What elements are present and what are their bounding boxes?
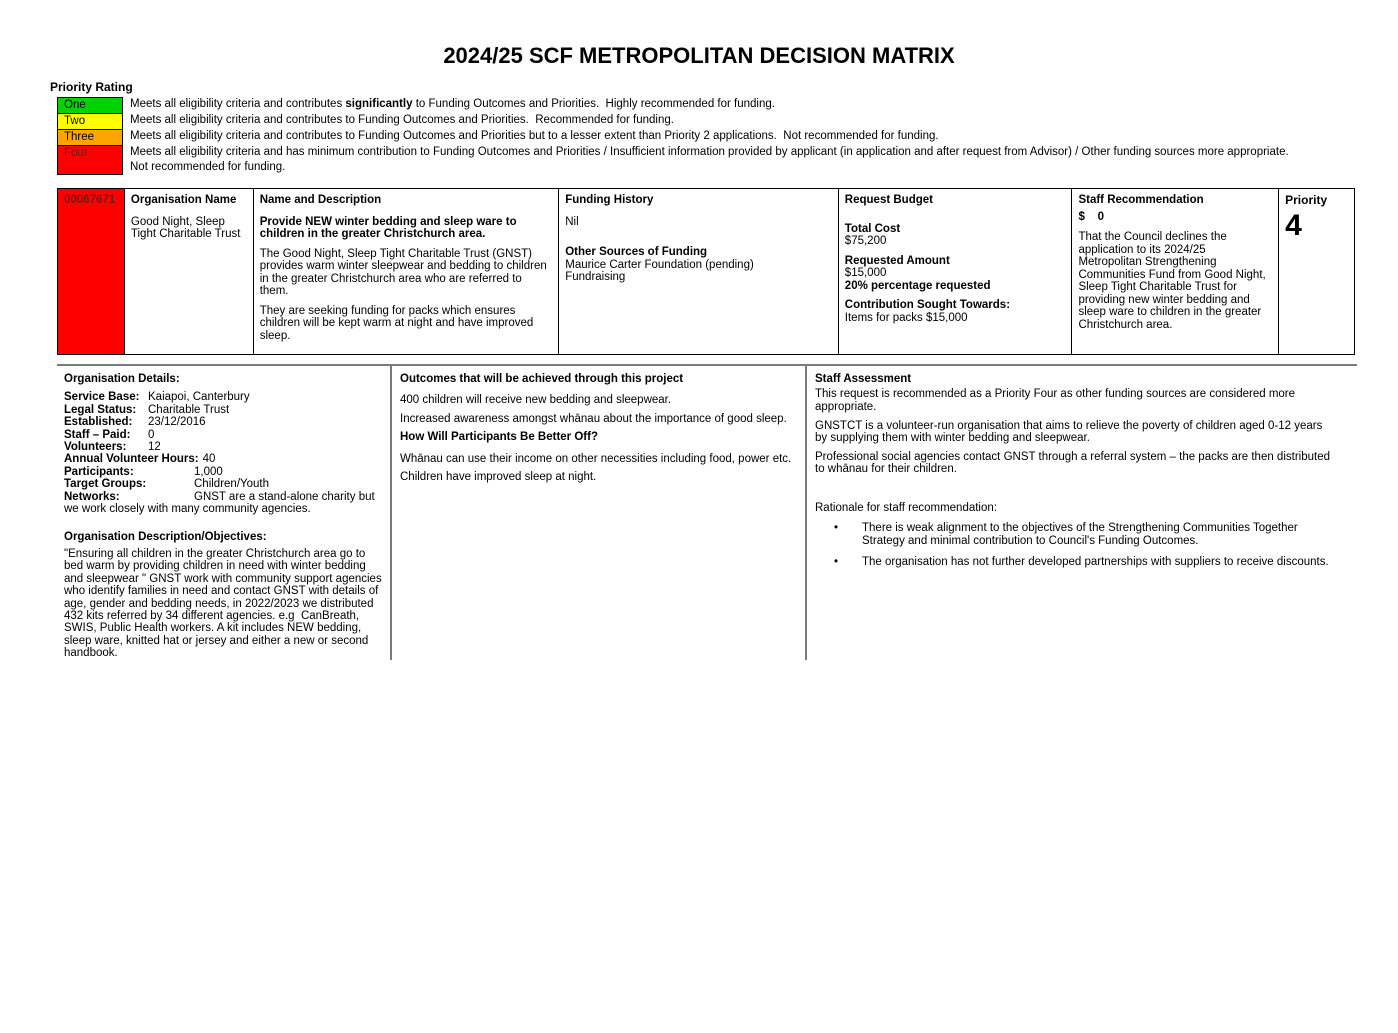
- detail-row-volunteer-hours: Annual Volunteer Hours: 40: [64, 453, 216, 466]
- bullet-icon: •: [834, 556, 839, 569]
- organisation-name-value: Good Night, Sleep Tight Charitable Trust: [130, 215, 241, 240]
- project-description-2: They are seeking funding for packs which ensures children will be kept warm at night and have improved sleep.: [259, 304, 537, 342]
- details-section: [57, 364, 1357, 660]
- staff-assessment-panel: [805, 366, 1357, 660]
- priority-rating-legend: [50, 81, 1398, 175]
- organisation-name-header: Organisation Name: [130, 194, 237, 206]
- other-source-1: Maurice Carter Foundation (pending): [565, 258, 754, 271]
- funding-history-cell: [558, 189, 838, 354]
- staff-recommendation-cell: [1071, 189, 1278, 354]
- priority-one-label: One: [64, 99, 86, 111]
- staff-recommendation-text: That the Council declines the application to its 2024/25 Metropolitan Strengthening Communities Fund from Good Night, Sleep Tight Charitable Trust for providing new winter bedding and sleep ware to children in the greater Christchurch area.: [1078, 231, 1269, 331]
- organisation-description-heading: Organisation Description/Objectives:: [64, 531, 267, 544]
- priority-rating-rows: [57, 97, 1398, 175]
- better-off-heading: How Will Participants Be Better Off?: [400, 431, 598, 444]
- priority-two-label: Two: [64, 115, 86, 127]
- priority-three-label: Three: [64, 131, 95, 143]
- organisation-name-cell: [124, 189, 253, 354]
- detail-row-established: Established: 23/12/2016: [64, 416, 206, 429]
- priority-one-swatch: [57, 97, 123, 114]
- staff-assessment-p3: Professional social agencies contact GNST through a referral system – the packs are then distributed to whānau for their children.: [815, 451, 1334, 476]
- request-budget-cell: [838, 189, 1072, 354]
- staff-assessment-p1: This request is recommended as a Priority Four as other funding sources are considered more appropriate.: [815, 388, 1299, 413]
- name-description-header: Name and Description: [259, 194, 382, 206]
- priority-two-swatch: [57, 113, 123, 130]
- priority-one-description: Meets all eligibility criteria and contributes significantly to Funding Outcomes and Priorities. Highly recommended for funding.: [130, 98, 775, 110]
- contribution-sought-label: Contribution Sought Towards:: [844, 299, 1011, 311]
- outcomes-panel: [390, 366, 805, 660]
- request-budget-header: Request Budget: [844, 194, 933, 206]
- rationale-bullet-1: • There is weak alignment to the objectives of the Strengthening Communities Together Strategy and minimal contribution to Council's Funding Outcomes.: [834, 522, 1301, 547]
- staff-assessment-heading: Staff Assessment: [815, 373, 912, 385]
- application-table: [57, 188, 1355, 355]
- priority-header: Priority: [1285, 193, 1328, 207]
- better-off-item-2: Children have improved sleep at night.: [400, 471, 597, 484]
- percentage-requested: 20% percentage requested: [844, 279, 991, 292]
- staff-recommendation-header: Staff Recommendation: [1078, 194, 1204, 206]
- detail-row-staff-paid: Staff – Paid: 0: [64, 428, 155, 441]
- better-off-item-1: Whānau can use their income on other necessities including food, power etc.: [400, 452, 792, 465]
- rationale-heading: Rationale for staff recommendation:: [815, 501, 997, 514]
- application-id: 00067671: [64, 194, 116, 206]
- detail-row-target-groups: Target Groups: Children/Youth: [64, 478, 270, 491]
- detail-row-networks: Networks: GNST are a stand-alone charity but we work closely with many community agencies.: [64, 490, 378, 516]
- priority-rating-row-one: [57, 97, 1398, 114]
- priority-four-label: Four: [64, 147, 88, 159]
- funding-history-header: Funding History: [565, 194, 654, 206]
- project-title: Provide NEW winter bedding and sleep ware to children in the greater Christchurch area.: [259, 215, 520, 240]
- contribution-sought-value: Items for packs $15,000: [844, 311, 968, 324]
- priority-value: 4: [1285, 208, 1302, 242]
- staff-assessment-p2: GNSTCT is a volunteer-run organisation that aims to relieve the poverty of children aged 0-12 years by supplying them with winter bedding and sleepwear.: [815, 419, 1326, 445]
- detail-row-service-base: Service Base: Kaiapoi, Canterbury: [64, 391, 250, 404]
- priority-rating-row-three: [57, 129, 1398, 146]
- priority-two-description: Meets all eligibility criteria and contributes to Funding Outcomes and Priorities. Recommended for funding.: [130, 114, 674, 126]
- priority-rating-row-four: [57, 145, 1398, 175]
- total-cost-label: Total Cost: [844, 222, 901, 235]
- total-cost-value: $75,200: [844, 235, 887, 247]
- priority-rating-heading: Priority Rating: [50, 80, 133, 94]
- priority-three-swatch: [57, 129, 123, 146]
- other-sources-heading: Other Sources of Funding: [565, 246, 708, 258]
- name-description-cell: [253, 189, 559, 354]
- detail-row-participants: Participants: 1,000: [64, 465, 223, 478]
- other-source-2: Fundraising: [565, 271, 626, 283]
- rationale-bullet-2: • The organisation has not further developed partnerships with suppliers to receive discounts.: [834, 556, 1329, 569]
- organisation-details-panel: [57, 366, 390, 660]
- decision-matrix-document: [0, 44, 1398, 660]
- detail-row-volunteers: Volunteers: 12: [64, 441, 161, 454]
- priority-cell: [1278, 189, 1354, 354]
- organisation-description-text: "Ensuring all children in the greater Christchurch area go to bed warm by providing children in need with winter bedding and sleepwear " GNST work with community support agencies who identify families in need and contact GNST with details of age, gender and bedding needs, in 2022/2023 we distributed 432 kits referred by 34 different agencies. e.g CanBreath, SWIS, Public Health workers. A kit includes NEW bedding, sleep ware, knitted hat or jersey and either a new or second handbook.: [64, 547, 385, 660]
- organisation-details-heading: Organisation Details:: [64, 373, 180, 385]
- project-description-1: The Good Night, Sleep Tight Charitable Trust (GNST) provides warm winter sleepwear and bedding to children in the greater Christchurch area who are referred to them.: [259, 247, 550, 297]
- bullet-icon: •: [834, 522, 839, 535]
- recommended-amount: $ 0: [1078, 210, 1105, 223]
- detail-row-legal-status: Legal Status: Charitable Trust: [64, 403, 230, 416]
- priority-three-description: Meets all eligibility criteria and contributes to Funding Outcomes and Priorities but to a lesser extent than Priority 2 applications. Not recommended for funding.: [130, 130, 939, 142]
- outcome-item-2: Increased awareness amongst whānau about the importance of good sleep.: [400, 412, 787, 425]
- priority-four-swatch: [57, 145, 123, 175]
- outcome-item-1: 400 children will receive new bedding and sleepwear.: [400, 394, 672, 407]
- page-title: 2024/25 SCF METROPOLITAN DECISION MATRIX: [443, 43, 955, 68]
- outcomes-heading: Outcomes that will be achieved through this project: [400, 373, 684, 385]
- application-id-cell: [58, 189, 124, 354]
- priority-rating-row-two: [57, 113, 1398, 130]
- requested-amount-label: Requested Amount: [844, 254, 950, 267]
- requested-amount-value: $15,000: [844, 267, 887, 279]
- priority-four-description: Meets all eligibility criteria and has minimum contribution to Funding Outcomes and Priorities / Insufficient information provided by applicant (in application and after request from Advisor) / Other funding sources more appropriate. Not recommended for funding.: [130, 146, 1296, 173]
- funding-history-value: Nil: [565, 215, 579, 228]
